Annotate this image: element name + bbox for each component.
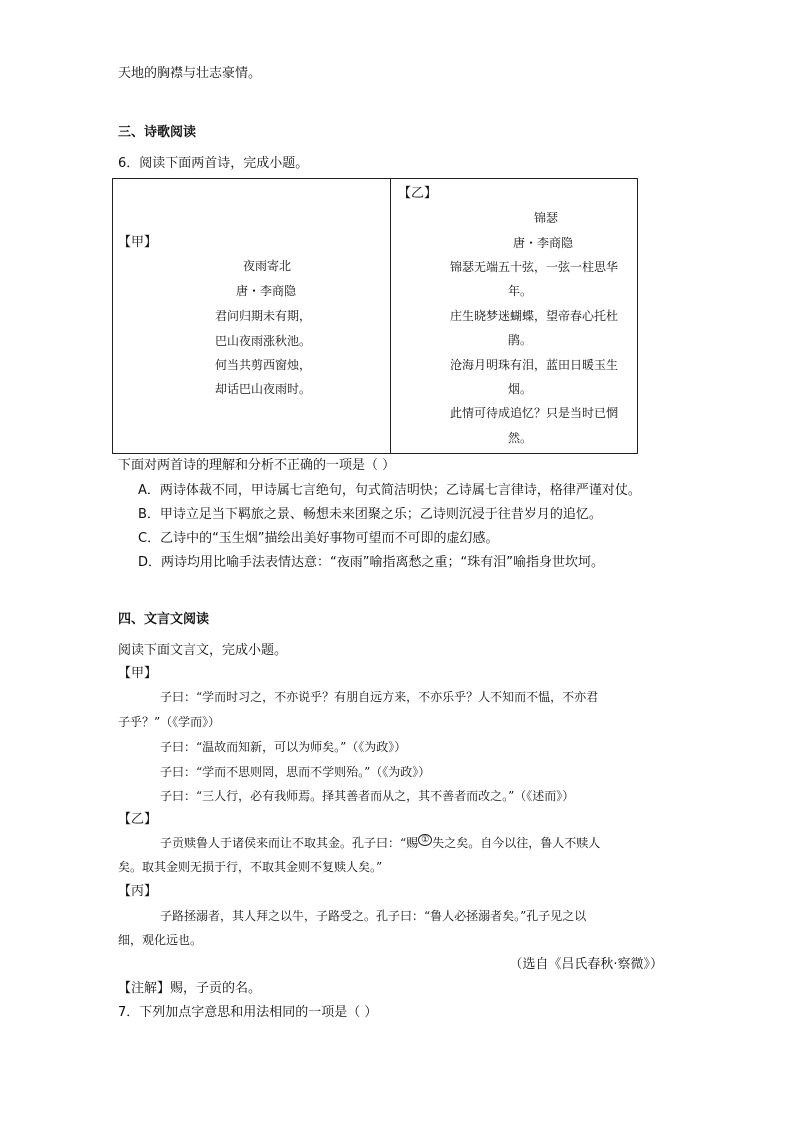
poem-jia-line: 何当共剪西窗烛， <box>215 358 312 372</box>
poem-jia-title: 夜雨寄北 <box>243 259 292 273</box>
text-yi-tag: 【乙】 <box>118 812 158 827</box>
poem-yi-tag: 【乙】 <box>398 186 438 201</box>
text-jia-line: 子曰：“学而时习之，不亦说乎？有朋自远方来，不亦乐乎？人不知而不愠，不亦君 <box>160 690 599 704</box>
poem-yi-line: 烟。 <box>508 382 533 396</box>
poem-jia-line: 巴山夜雨涨秋池。 <box>215 334 312 348</box>
text-jia-line: 子曰：“三人行，必有我师焉。择其善者而从之，其不善者而改之。”（《述而》） <box>160 789 575 803</box>
poem-yi-line: 鹃。 <box>508 333 533 347</box>
poem-yi-line: 然。 <box>508 431 533 445</box>
poem-jia-author: 唐・李商隐 <box>236 284 297 298</box>
footnote-marker: ① <box>418 834 432 846</box>
source-citation: （选自《吕氏春秋·察微》） <box>509 957 663 972</box>
section4-title: 四、文言文阅读 <box>118 612 210 627</box>
text-bing-line: 细，观化远也。 <box>118 933 203 947</box>
text-bing-line: 子路拯溺者，其人拜之以牛，子路受之。孔子曰：“鲁人必拯溺者矣。”孔子见之以 <box>160 909 587 923</box>
poem-yi-line: 沧海月明珠有泪，蓝田日暖玉生 <box>450 358 619 372</box>
question-7-stem: 7．下列加点字意思和用法相同的一项是（ ） <box>118 1005 378 1020</box>
option-c: C．乙诗中的“玉生烟”描绘出美好事物可望而不可即的虚幻感。 <box>138 531 499 546</box>
poem-yi-line: 庄生晓梦迷蝴蝶，望帝春心托杜 <box>450 309 619 323</box>
text-jia-line: 子乎？”（《学而》） <box>118 715 221 729</box>
option-b: B．甲诗立足当下羁旅之景、畅想未来团聚之乐；乙诗则沉浸于往昔岁月的追忆。 <box>138 507 602 522</box>
poem-jia-line: 君问归期未有期， <box>215 309 312 323</box>
poem-jia-line: 却话巴山夜雨时。 <box>215 382 312 396</box>
poem-yi-title: 锦瑟 <box>534 211 559 225</box>
question-6-prompt: 6．阅读下面两首诗，完成小题。 <box>118 156 309 171</box>
text-jia-line: 子曰：“温故而知新，可以为师矣。”（《为政》） <box>160 740 407 754</box>
poem-jia-tag: 【甲】 <box>118 235 158 250</box>
text-yi-line-part: 失之矣。自今以往，鲁人不赎人 <box>432 836 601 850</box>
text-yi-line <box>160 836 600 851</box>
poem-yi-line: 锦瑟无端五十弦，一弦一柱思华 <box>450 260 619 274</box>
section3-title: 三、诗歌阅读 <box>118 125 197 140</box>
intro-tail-text: 天地的胸襟与壮志豪情。 <box>118 66 262 81</box>
text-yi-line-part: 子贡赎鲁人于诸侯来而让不取其金。孔子曰：“赐 <box>160 836 419 850</box>
poem-table-divider <box>390 178 391 454</box>
section4-intro: 阅读下面文言文，完成小题。 <box>118 643 288 658</box>
text-jia-tag: 【甲】 <box>118 666 158 681</box>
option-d: D．两诗均用比喻手法表情达意：“夜雨”喻指离愁之重；“珠有泪”喻指身世坎坷。 <box>138 555 604 570</box>
annotation-note: 【注解】赐，子贡的名。 <box>118 981 262 996</box>
poem-yi-author: 唐・李商隐 <box>513 236 574 250</box>
option-a: A．两诗体裁不同，甲诗属七言绝句，句式简洁明快；乙诗属七言律诗，格律严谨对仗。 <box>138 483 641 498</box>
question-6-stem: 下面对两首诗的理解和分析不正确的一项是（ ） <box>118 458 396 473</box>
poem-yi-line: 此情可待成追忆？只是当时已惘 <box>450 406 619 420</box>
text-bing-tag: 【丙】 <box>118 884 158 899</box>
text-yi-line: 矣。取其金则无损于行，不取其金则不复赎人矣。” <box>118 860 383 874</box>
text-jia-line: 子曰：“学而不思则罔，思而不学则殆。”（《为政》） <box>160 765 431 779</box>
poem-yi-line: 年。 <box>508 284 533 298</box>
